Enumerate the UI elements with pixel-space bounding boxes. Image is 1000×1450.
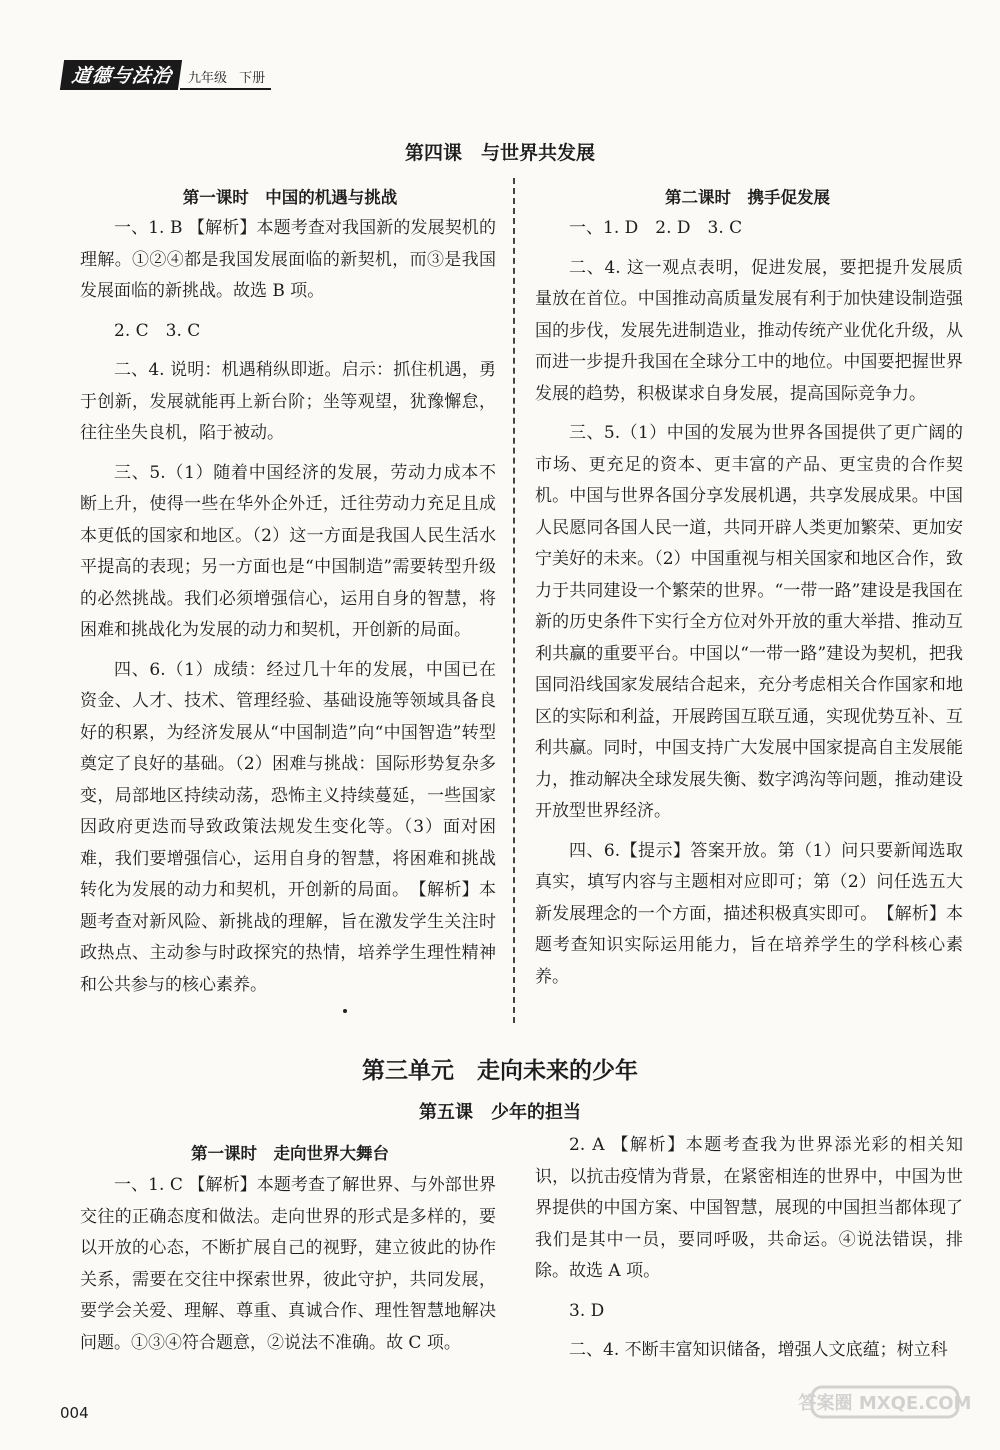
- running-header: [62, 64, 271, 90]
- lesson-5-left-column: [80, 1170, 496, 1367]
- answer-paragraph: 四、6.【提示】答案开放。第（1）问只要新闻选取真实，填写内容与主题相对应即可；第（2）问任选五大新发展理念的一个方面，描述积极真实即可。 【解析】本题考查知识实际运用能力，旨在培养学生的学科核心素养。: [535, 840, 963, 987]
- answer-paragraph: 2. C 3. C: [114, 320, 201, 341]
- column-divider: [513, 178, 515, 1023]
- answer-paragraph: 三、5.（1）中国的发展为世界各国提供了更广阔的市场、更充足的资本、更丰富的产品、更宝贵的合作契机。中国与世界各国分享发展机遇，共享发展成果。中国人民愿同各国人民一道，共同开辟人类更加繁荣、更加安宁美好的未来。（2）中国重视与相关国家和地区合作，致力于共同建设一个繁荣的世界。“一带一路”建设是我国在新的历史条件下实行全方位对外开放的重大举措、推动互利共赢的重要平台。中国以“一带一路”建设为契机，把我国同沿线国家发展结合起来，充分考虑相关合作国家和地区的实际和利益，开展跨国互联互通，实现优势互补、互利共赢。同时，中国支持广大发展中国家提高自主发展能力，推动解决全球发展失衡、数字鸿沟等问题，推动建设开放型世界经济。: [535, 423, 963, 821]
- answer-paragraph: 一、1. B 【解析】本题考查对我国新的发展契机的理解。①②④都是我国发展面临的新契机，而③是我国发展面临的新挑战。故选 B 项。: [80, 218, 496, 301]
- lesson-4-right-column: [535, 213, 963, 1001]
- answer-paragraph: 四、6.（1）成绩：经过几十年的发展，中国已在资金、人才、技术、管理经验、基础设施等领域具备良好的积累，为经济发展从“中国制造”向“中国智造”转型奠定了良好的基础。（2）困难与挑战：国际形势复杂多变，局部地区持续动荡，恐怖主义持续蔓延，一些国家因政府更迭而导致政策法规发生变化等。（3）面对困难，我们要增强信心，运用自身的智慧，将困难和挑战转化为发展的动力和契机，开创新的局面。 【解析】本题考查对新风险、新挑战的理解，旨在激发学生关注时政热点、主动参与时政探究的热情，培养学生理性精神和公共参与的核心素养。: [80, 659, 496, 995]
- page-number: 004: [60, 1404, 89, 1422]
- answer-paragraph: 二、4. 这一观点表明，促进发展，要把提升发展质量放在首位。中国推动高质量发展有利于加快建设制造强国的步伐，发展先进制造业，推动传统产业优化升级，从而进一步提升我国在全球分工中的地位。中国要把握世界发展的趋势，积极谋求自身发展，提高国际竞争力。: [535, 257, 963, 404]
- print-dot: [343, 1009, 347, 1013]
- watermark-text: 答案圈 MXQE.COM: [798, 1393, 972, 1414]
- answer-paragraph: 二、4. 不断丰富知识储备，增强人文底蕴；树立科: [569, 1340, 948, 1360]
- unit-3-title: 第三单元 走向未来的少年: [362, 1058, 638, 1084]
- answer-paragraph: 一、1. D 2. D 3. C: [569, 218, 743, 238]
- book-title: 道德与法治: [60, 60, 182, 90]
- answer-paragraph: 2. A 【解析】本题考查我为世界添光彩的相关知识，以抗击疫情为背景，在紧密相连的世界中，中国为世界提供的中国方案、中国智慧，展现的中国担当都体现了我们是其中一员，要同呼吸，共命运。④说法错误，排除。故选 A 项。: [535, 1135, 963, 1281]
- lesson-4-title: 第四课 与世界共发展: [404, 142, 595, 164]
- grade-volume: 九年级 下册: [180, 67, 271, 90]
- lesson-5-left-title: 第一课时 走向世界大舞台: [191, 1144, 389, 1163]
- lesson-5-right-column: [535, 1130, 963, 1375]
- lesson-4-right-title: 第二课时 携手促发展: [665, 188, 830, 207]
- answer-paragraph: 3. D: [569, 1300, 605, 1321]
- answer-paragraph: 一、1. C 【解析】本题考查了解世界、与外部世界交往的正确态度和做法。走向世界的形式是多样的，要以开放的心态，不断扩展自己的视野，建立彼此的协作关系，需要在交往中探索世界，彼此守护，共同发展，要学会关爱、理解、尊重、真诚合作、理性智慧地解决问题。①③④符合题意，②说法不准确。故 C 项。: [80, 1175, 496, 1353]
- lesson-5-title: 第五课 少年的担当: [419, 1102, 581, 1123]
- watermark-logo-icon: [798, 1385, 972, 1435]
- lesson-4-left-column: [80, 213, 496, 1009]
- lesson-4-left-title: 第一课时 中国的机遇与挑战: [182, 188, 398, 207]
- answer-paragraph: 三、5.（1）随着中国经济的发展，劳动力成本不断上升，使得一些在华外企外迁，迁往劳动力充足且成本更低的国家和地区。（2）这一方面是我国人民生活水平提高的表现；另一方面也是“中国制造”需要转型升级的必然挑战。我们必须增强信心，运用自身的智慧，将困难和挑战化为发展的动力和契机，开创新的局面。: [80, 462, 496, 640]
- answer-paragraph: 二、4. 说明：机遇稍纵即逝。启示：抓住机遇，勇于创新，发展就能再上新台阶；坐等观望，犹豫懈怠，往往坐失良机，陷于被动。: [80, 360, 496, 443]
